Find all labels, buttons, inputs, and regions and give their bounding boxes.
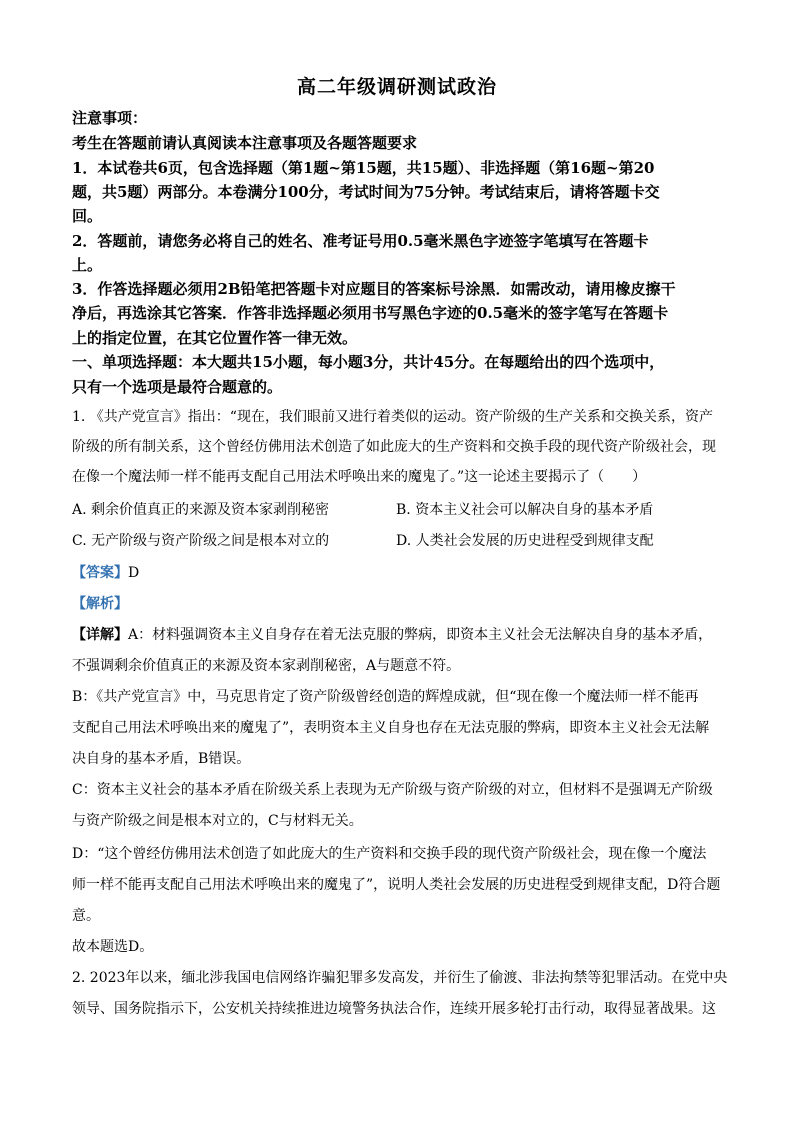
notice-heading: 注意事项： <box>72 109 148 127</box>
notice-line: 净后，再选涂其它答案．作答非选择题必须用书写黑色字迹的0.5毫米的签字笔写在答题卡 <box>72 304 669 322</box>
notice-line: 2．答题前，请您务必将自己的姓名、准考证号用0.5毫米黑色字迹签字笔填写在答题卡 <box>72 232 649 250</box>
option-b: B. 资本主义社会可以解决自身的基本矛盾 <box>396 502 654 518</box>
option-d: D. 人类社会发展的历史进程受到规律支配 <box>396 533 654 549</box>
notice-line: 3．作答选择题必须用2B铅笔把答题卡对应题目的答案标号涂黑．如需改动，请用橡皮擦干 <box>72 280 676 298</box>
question-1-stem: 在像一个魔法师一样不能再支配自己用法术呼唤出来的魔鬼了。”这一论述主要揭示了（ ） <box>72 469 647 485</box>
section-heading: 只有一个选项是最符合题意的。 <box>72 378 283 396</box>
conclusion-line: 故本题选D。 <box>72 939 154 955</box>
answer-tag: 【答案】 <box>72 565 128 581</box>
detail-tag: 【详解】 <box>72 627 128 643</box>
question-1-stem: 阶级的所有制关系，这个曾经仿佛用法术创造了如此庞大的生产资料和交换手段的现代资产阶级社会，现 <box>72 439 716 455</box>
analysis-line: 意。 <box>72 908 100 924</box>
analysis-line: 支配自己用法术呼唤出来的魔鬼了”，表明资本主义自身也存在无法克服的弊病，即资本主义社会无法解 <box>72 720 710 736</box>
analysis-line: 决自身的基本矛盾，B错误。 <box>72 751 251 767</box>
notice-intro: 考生在答题前请认真阅读本注意事项及各题答题要求 <box>72 134 418 152</box>
analysis-line <box>72 624 712 644</box>
option-a: A. 剩余价值真正的来源及资本家剥削秘密 <box>72 502 330 518</box>
option-c: C. 无产阶级与资产阶级之间是根本对立的 <box>72 533 330 549</box>
notice-line: 回。 <box>72 207 103 225</box>
notice-line: 题，共5题）两部分。本卷满分100分，考试时间为75分钟。考试结束后，请将答题卡交 <box>72 183 660 201</box>
analysis-tag-row <box>72 593 128 613</box>
notice-line: 1．本试卷共6页，包含选择题（第1题~第15题，共15题）、非选择题（第16题~第20 <box>72 159 655 177</box>
answer-row <box>72 562 139 582</box>
section-heading: 一、单项选择题：本大题共15小题，每小题3分，共计45分。在每题给出的四个选项中， <box>72 353 665 371</box>
question-2-stem: 领导、国务院指示下，公安机关持续推进边境警务执法合作，连续开展多轮打击行动，取得显著战果。这 <box>72 1001 716 1017</box>
notice-line: 上。 <box>72 256 103 274</box>
question-1-stem: 1. 《共产党宣言》指出：“现在，我们眼前又进行着类似的运动。资产阶级的生产关系和交换关系，资产 <box>72 409 713 425</box>
page-title: 高二年级调研测试政治 <box>296 76 497 98</box>
analysis-line: 不强调剩余价值真正的来源及资本家剥削秘密，A与题意不符。 <box>72 658 461 674</box>
analysis-tag: 【解析】 <box>72 596 128 612</box>
analysis-line: C：资本主义社会的基本矛盾在阶级关系上表现为无产阶级与资产阶级的对立，但材料不是强调无产阶级 <box>72 782 713 798</box>
question-2-stem: 2. 2023年以来，缅北涉我国电信网络诈骗犯罪多发高发，并衍生了偷渡、非法拘禁等犯罪活动。在党中央 <box>72 970 728 986</box>
analysis-line: B：《共产党宣言》中，马克思肯定了资产阶级曾经创造的辉煌成就，但“现在像一个魔法师一样不能再 <box>72 689 699 705</box>
notice-line: 上的指定位置，在其它位置作答一律无效。 <box>72 329 358 347</box>
answer-value: D <box>128 565 140 581</box>
analysis-line: 与资产阶级之间是根本对立的，C与材料无关。 <box>72 813 363 829</box>
analysis-line: D：“这个曾经仿佛用法术创造了如此庞大的生产资料和交换手段的现代资产阶级社会，现在像一个魔法 <box>72 846 707 862</box>
analysis-line: 师一样不能再支配自己用法术呼唤出来的魔鬼了”，说明人类社会发展的历史进程受到规律支配，D符合题 <box>72 877 721 893</box>
analysis-text: A：材料强调资本主义自身存在着无法克服的弊病，即资本主义社会无法解决自身的基本矛盾， <box>128 627 713 643</box>
